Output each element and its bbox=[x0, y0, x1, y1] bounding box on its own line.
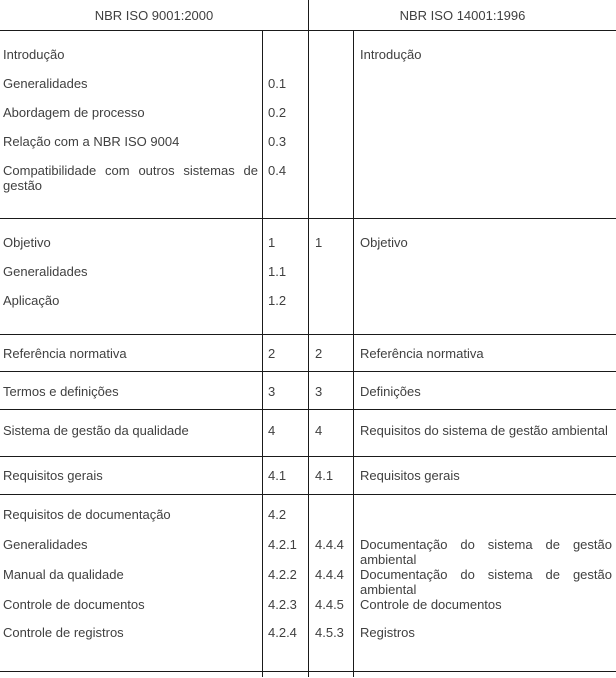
spacer-row bbox=[0, 193, 616, 218]
cell-14001-clause bbox=[308, 293, 353, 322]
cell-9001-item: Objetivo bbox=[3, 235, 51, 250]
cell-14001-item bbox=[353, 76, 616, 105]
table-row bbox=[0, 567, 616, 597]
cell-14001-item: Documentação do sistema de gestão ambiental bbox=[353, 567, 616, 597]
table-row bbox=[0, 495, 616, 537]
cell-14001-item bbox=[353, 134, 616, 163]
cell-14001-item: Controle de documentos bbox=[353, 597, 616, 625]
cell-9001-item: Generalidades bbox=[3, 76, 88, 91]
section-sistema-gestao bbox=[0, 410, 616, 457]
table-header-row bbox=[0, 0, 616, 31]
cell-9001-item: Aplicação bbox=[3, 293, 60, 308]
cell-9001-item: Generalidades bbox=[3, 264, 88, 279]
table-row bbox=[0, 372, 616, 409]
cell-14001-clause bbox=[308, 76, 353, 105]
section-documentacao bbox=[0, 495, 616, 672]
cell-9001-item: Relação com a NBR ISO 9004 bbox=[3, 134, 180, 149]
cell-14001-clause bbox=[308, 163, 353, 193]
cell-9001-clause: 0.1 bbox=[262, 76, 308, 105]
header-iso14001-title: NBR ISO 14001:1996 bbox=[308, 0, 616, 30]
cell-9001-clause: 2 bbox=[262, 335, 308, 371]
cell-14001-clause: 4.4.4 bbox=[308, 537, 353, 567]
cell-14001-item bbox=[353, 264, 616, 293]
cell-14001-item: Documentação do sistema de gestão ambiental bbox=[353, 537, 616, 567]
cell-9001-clause: 0.4 bbox=[262, 163, 308, 193]
cell-9001-item: Manual da qualidade bbox=[3, 567, 124, 582]
cell-14001-item: Introdução bbox=[353, 31, 616, 76]
cell-14001-clause bbox=[308, 105, 353, 134]
table-row bbox=[0, 335, 616, 371]
cell-9001-clause: 3 bbox=[262, 372, 308, 409]
cell-14001-clause: 1 bbox=[308, 219, 353, 264]
table-row bbox=[0, 410, 616, 456]
table-row bbox=[0, 219, 616, 264]
cell-9001-item: Referência normativa bbox=[3, 346, 127, 361]
section-introducao bbox=[0, 31, 616, 219]
cell-14001-clause: 2 bbox=[308, 335, 353, 371]
cell-9001-clause: 4.2.4 bbox=[262, 625, 308, 653]
table-row bbox=[0, 597, 616, 625]
cell-9001-clause: 1.1 bbox=[262, 264, 308, 293]
cell-14001-item: Definições bbox=[353, 372, 616, 409]
section-requisitos-gerais bbox=[0, 457, 616, 495]
cell-9001-item: Controle de documentos bbox=[3, 597, 145, 612]
cell-14001-clause bbox=[308, 495, 353, 537]
spacer-row bbox=[0, 653, 616, 671]
table-continuation-stubs bbox=[0, 672, 616, 677]
cell-14001-clause: 4.4.5 bbox=[308, 597, 353, 625]
cell-9001-item: Termos e definições bbox=[3, 384, 119, 399]
table-row bbox=[0, 537, 616, 567]
cell-14001-item: Referência normativa bbox=[353, 335, 616, 371]
table-row bbox=[0, 31, 616, 76]
cell-9001-item: Requisitos gerais bbox=[3, 468, 103, 483]
cell-14001-item bbox=[353, 105, 616, 134]
cell-9001-clause: 4.2.2 bbox=[262, 567, 308, 597]
header-iso9001-title: NBR ISO 9001:2000 bbox=[94, 7, 214, 23]
cell-9001-clause: 1 bbox=[262, 219, 308, 264]
cell-9001-item: Abordagem de processo bbox=[3, 105, 145, 120]
table-row bbox=[0, 457, 616, 494]
table-row bbox=[0, 293, 616, 322]
cell-9001-clause: 0.3 bbox=[262, 134, 308, 163]
spacer-row bbox=[0, 322, 616, 334]
cell-9001-clause bbox=[262, 31, 308, 76]
cell-14001-clause bbox=[308, 264, 353, 293]
cell-9001-item: Requisitos de documentação bbox=[3, 507, 171, 522]
cell-9001-item: Compatibilidade com outros sistemas de gestão bbox=[3, 163, 258, 193]
cell-9001-clause: 4.2 bbox=[262, 495, 308, 537]
table-row bbox=[0, 625, 616, 653]
cell-14001-item: Objetivo bbox=[353, 219, 616, 264]
cell-14001-item: Requisitos do sistema de gestão ambiental bbox=[353, 410, 616, 456]
cell-14001-clause bbox=[308, 134, 353, 163]
cell-9001-item: Generalidades bbox=[3, 537, 88, 552]
cell-14001-item bbox=[353, 495, 616, 537]
cell-14001-item bbox=[353, 163, 616, 193]
table-row bbox=[0, 163, 616, 193]
cell-9001-clause: 4.1 bbox=[262, 457, 308, 494]
cell-9001-clause: 4.2.3 bbox=[262, 597, 308, 625]
cell-9001-item: Sistema de gestão da qualidade bbox=[3, 423, 189, 438]
cell-14001-clause: 4.5.3 bbox=[308, 625, 353, 653]
cell-14001-item bbox=[353, 293, 616, 322]
cell-9001-clause: 1.2 bbox=[262, 293, 308, 322]
cell-9001-item: Introdução bbox=[3, 47, 65, 62]
section-termos-definicoes bbox=[0, 372, 616, 410]
cell-9001-item: Controle de registros bbox=[3, 625, 124, 640]
table-row bbox=[0, 105, 616, 134]
cell-9001-clause: 4.2.1 bbox=[262, 537, 308, 567]
cell-14001-clause: 4.1 bbox=[308, 457, 353, 494]
cell-9001-clause: 0.2 bbox=[262, 105, 308, 134]
cell-14001-item: Requisitos gerais bbox=[353, 457, 616, 494]
cell-14001-clause: 4.4.4 bbox=[308, 567, 353, 597]
section-referencia-normativa bbox=[0, 335, 616, 372]
cell-14001-clause bbox=[308, 31, 353, 76]
table-row bbox=[0, 76, 616, 105]
section-objetivo bbox=[0, 219, 616, 335]
cell-9001-clause: 4 bbox=[262, 410, 308, 456]
cell-14001-clause: 3 bbox=[308, 372, 353, 409]
table-row bbox=[0, 134, 616, 163]
cell-14001-item: Registros bbox=[353, 625, 616, 653]
table-row bbox=[0, 264, 616, 293]
cell-14001-clause: 4 bbox=[308, 410, 353, 456]
